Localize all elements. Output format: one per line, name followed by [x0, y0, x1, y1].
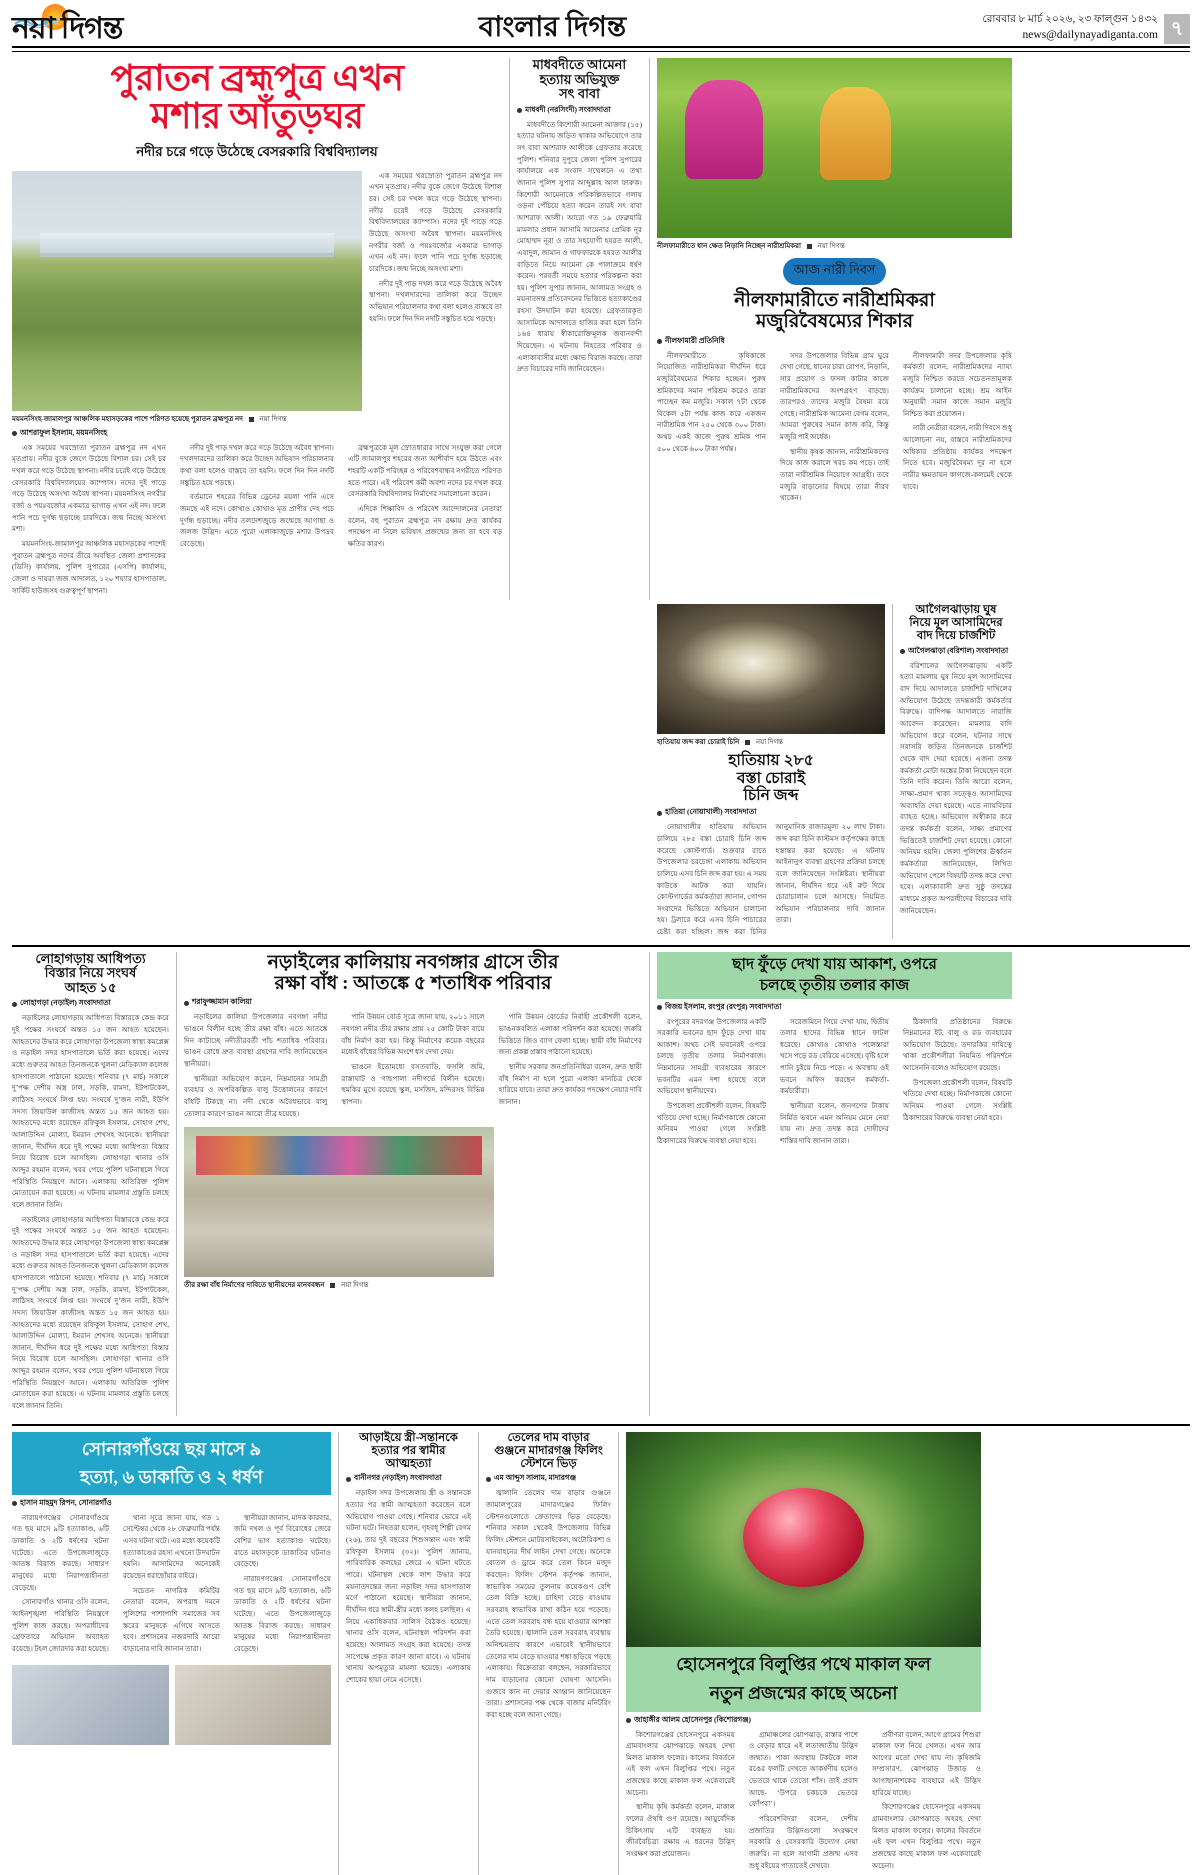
caption-separator-icon — [745, 740, 750, 745]
roof-headline-line1: ছাদ ফুঁড়ে দেখা যায় আকাশ, ওপরে — [657, 952, 1012, 977]
lead-text-columns: এক সময়ের খরস্রোতা পুরাতন ব্রহ্মপুত্র নদ এখন মৃতপ্রায়। নদীর বুকে জেগে উঠেছে বিশাল চর। সেই চর দখল করে গড়ে উঠেছে স্থাপনা। নদীর চরেই গড়ে উঠেছে বেসরকারি বিশ্ববিদ্যালয়ের ক্যাম্পাস। নদের দুই পাড়ে গড়ে উঠেছে অসংখ্য অবৈধ স্থাপনা। ময়মনসিংহ নগরীর বর্জ্য ও পয়ঃবর্জ্যের একমাত্র ভাগাড় এখন এই নদ। ফলে পানি পচে দুর্গন্ধ ছড়াচ্ছে চারদিকে। জন্ম নিচ্ছে অসংখ্য মশা। ময়মনসিংহ-জামালপুর আঞ্চলিক মহাসড়কের পাশেই পুরাতন ব্রহ্মপুত্র নদের তীরে অবস্থিত জেলা প্রশাসকের (ডিসি) কার্যালয়, পুলিশ সুপারের (এসপি) কার্যালয়, জেলা ও দায়রা জজ আদালত, ১২০ শয্যার হাসপাতাল, সার্কিট হাউজসহ গুরুত্বপূর্ণ স্থাপনা। নদীর দুই পাড় দখল করে গড়ে উঠেছে অবৈধ স্থাপনা। দখলদারদের তালিকা করে উচ্ছেদ অভিযান পরিচালনার কথা বলা হলেও বাস্তবে তা হয়নি। ফলে দিন দিন নদটি সঙ্কুচিত হয়ে পড়ছে। বর্তমানে শহরের বিভিন্ন ড্রেনের ময়লা পানি এসে জমছে এই নদে। কোথাও কোথাও মৃত প্রাণীর দেহ পচে দুর্গন্ধ ছড়াচ্ছে। নদীর তলদেশজুড়ে জন্মেছে আগাছা ও জলজ উদ্ভিদ। এতে পুরো এলাকাজুড়ে মশার উপদ্রব বেড়েছে। ব্রহ্মপুত্রকে মূল স্রোতধারার সাথে সংযুক্ত করা গেলে এটি জামালপুর শহরের জন্য আশীর্বাদ হয়ে উঠতে এবং শহরটি একটি পরিচ্ছন্ন ও পরিবেশবান্ধব নগরীতে পরিণত হতে পারে। এই পরিবেশ কর্মী অবশ্য নদের চর দখল করে বেসরকারি বিশ্ববিদ্যালয় নির্মাণের সমালোচনা করেন। এদিকে শিক্ষাবিদ ও পরিবেশ আন্দোলনের নেতারা বলেন, বহু পুরাতন ব্রহ্মপুত্র নদ রক্ষায় দ্রুত কার্যকর পদক্ষেপ না নিলে ভবিষ্যৎ প্রজন্মের জন্য তা হবে বড় ক্ষতির কারণ। — [12, 443, 502, 601]
chargesheet-headline-line2: নিয়ে মূল আসামিদের — [900, 617, 1012, 630]
makal-headline-line1: হোসেনপুরে বিলুপ্তির পথে মাকাল ফল — [626, 1647, 981, 1683]
story-sonargaon — [12, 1432, 339, 1875]
bullet-icon — [486, 1477, 491, 1482]
lead-story — [12, 58, 510, 600]
lead-photo-block — [12, 171, 362, 425]
caption-separator-icon — [807, 244, 812, 249]
bullet-icon — [12, 1002, 17, 1007]
sonargaon-byline: হাসান মাহমুদ রিপন, সোনারগাঁও — [12, 1498, 331, 1510]
bullet-icon — [657, 811, 662, 816]
kalia-photo-caption: তীর রক্ষা বাঁধ নির্মাণের দাবিতে স্থানীয়দের মানববন্ধন নয়া দিগন্ত — [184, 1279, 642, 1291]
sugar-photo-caption: হাতিয়ায় জব্দ করা চোরাই চিনি নয়া দিগন্ত — [657, 736, 885, 748]
women-day-tag: আজ নারী দিবস — [783, 258, 885, 285]
sugar-text: নোয়াখালীর হাতিয়ায় অভিযান চালিয়ে ২৮৫ বস্তা চোরাই চিনি জব্দ করেছে কোস্টগার্ড। শুক্রবার রাতে উপজেলার চরচেঙ্গা এলাকায় অভিযান চালিয়ে এসব চিনি জব্দ করা হয়। এ সময় কাউকে আটক করা যায়নি। কোস্টগার্ডের কর্মকর্তারা জানান, গোপন সংবাদের ভিত্তিতে অভিযান চালানো হয়। ট্রলারে করে এসব চিনি পাচারের চেষ্টা করা হচ্ছিল। জব্দ করা চিনির আনুমানিক বাজারমূল্য ২০ লাখ টাকা। জব্দ করা চিনি কাস্টমস কর্তৃপক্ষের কাছে হস্তান্তর করা হয়েছে। এ ঘটনায় আইনানুগ ব্যবস্থা গ্রহণের প্রক্রিয়া চলছে বলে জানিয়েছেন সংশ্লিষ্টরা। স্থানীয়রা জানান, দীর্ঘদিন ধরে এই রুট দিয়ে চোরাচালান চলে আসছে। নিয়মিত অভিযান পরিচালনার দাবি জানান তারা। — [657, 822, 885, 939]
makal-columns: কিশোরগঞ্জের হোসেনপুরে একসময় গ্রামবাংলার ঝোপঝাড়ে অহরহ দেখা মিলত মাকাল ফলের। কালের বিবর্তনে এই ফল এখন বিলুপ্তির পথে। নতুন প্রজন্মের কাছে মাকাল ফল একেবারেই অচেনা। স্থানীয় কৃষি কর্মকর্তা বলেন, মাকাল ফলের ঔষধি গুণ রয়েছে। আয়ুর্বেদিক চিকিৎসায় এটি ব্যবহৃত হয়। জীববৈচিত্র্য রক্ষায় এ ধরনের উদ্ভিদ সংরক্ষণ করা প্রয়োজন। গ্রামাঞ্চলের ঝোপঝাড়, রাস্তার পাশে ও বেড়ার ধারে এই লতাজাতীয় উদ্ভিদ জন্মাত। পাকা অবস্থায় টকটকে লাল রঙের ফলটি দেখতে আকর্ষণীয় হলেও ভেতরে থাকে তেতো শাঁস। তাই প্রবাদ আছে- ‘উপরে চকচকে ভেতরে ফোঁপরা’। পরিবেশবিদরা বলেন, দেশীয় প্রজাতির উদ্ভিদগুলো সংরক্ষণে সরকারি ও বেসরকারি উদ্যোগ নেয়া জরুরি। না হলে আগামী প্রজন্ম এসব শুধু বইয়ের পাতাতেই দেখবে। প্রবীণরা বলেন, আগে গ্রামের শিশুরা মাকাল ফল নিয়ে খেলত। এখন আর আগের মতো দেখা যায় না। কৃষিজমি সম্প্রসারণ, ঝোপঝাড় উজাড় ও আগাছানাশকের ব্যবহারে এই উদ্ভিদ হারিয়ে যাচ্ছে। কিশোরগঞ্জের হোসেনপুরে একসময় গ্রামবাংলার ঝোপঝাড়ে অহরহ দেখা মিলত মাকাল ফলের। কালের বিবর্তনে এই ফল এখন বিলুপ্তির পথে। নতুন প্রজন্মের কাছে মাকাল ফল একেবারেই অচেনা। — [626, 1730, 981, 1875]
field-photo-caption: নীলফামারীতে ধান ক্ষেত নিড়ানি নিচ্ছেন নারীশ্রমিকরা নয়া দিগন্ত — [657, 240, 1012, 252]
nilphamari-headline-line1: নীলফামারীতে নারীশ্রমিকরা — [657, 290, 1012, 311]
issue-date: রোববার ৮ মার্চ ২০২৬, ২৩ ফাল্গুন ১৪৩২ — [982, 12, 1158, 27]
chargesheet-headline-line1: আগৈলঝাড়ায় ঘুষ — [900, 604, 1012, 617]
story-makal — [619, 1432, 981, 1875]
bullet-icon — [346, 1477, 351, 1482]
sonargaon-headline-line1: সোনারগাঁওয়ে ছয় মাসে ৯ — [12, 1432, 331, 1467]
nilphamari-headline-line2: মজুরিবৈষম্যের শিকার — [657, 311, 1012, 332]
makal-photo — [626, 1432, 981, 1647]
logo-text: নয়া দিগন্ত — [12, 14, 122, 44]
second-band — [12, 952, 1190, 1416]
nilphamari-byline: নীলফামারী প্রতিনিধি — [657, 336, 1012, 348]
roof-headline-line2: চলছে তৃতীয় তলার কাজ — [657, 977, 1012, 998]
roof-columns: রংপুরের বদরগঞ্জ উপজেলার একটি সরকারি ভবনের ছাদ ফুঁড়ে দেখা যায় আকাশ। অথচ সেই ভবনেরই ওপরে চলছে তৃতীয় তলার নির্মাণকাজ। নিম্নমানের সামগ্রী ব্যবহারের কারণে ভবনটির এমন দশা হয়েছে বলে অভিযোগ স্থানীয়দের। উপজেলা প্রকৌশলী বলেন, বিষয়টি খতিয়ে দেখা হচ্ছে। নির্মাণকাজে কোনো অনিয়ম পাওয়া গেলে সংশ্লিষ্ট ঠিকাদারের বিরুদ্ধে ব্যবস্থা নেয়া হবে। সরেজমিনে গিয়ে দেখা যায়, দ্বিতীয় তলার ছাদের বিভিন্ন স্থানে ফাটল ধরেছে। কোথাও কোথাও পলেস্তারা খসে পড়ে রড বেরিয়ে এসেছে। বৃষ্টি হলে পানি চুইয়ে নিচে পড়ে। এ অবস্থায় ওই ভবনে অফিস করছেন কর্মকর্তা-কর্মচারীরা। স্থানীয়রা বলেন, জনগণের টাকায় নির্মিত ভবনে এমন অনিয়ম মেনে নেয়া যায় না। দ্রুত তদন্ত করে দোষীদের শাস্তির দাবি জানান তারা। ঠিকাদারি প্রতিষ্ঠানের বিরুদ্ধে নিম্নমানের ইট, বালু ও রড ব্যবহারের অভিযোগ উঠেছে। তদারকির দায়িত্বে থাকা প্রকৌশলীরা নিয়মিত পরিদর্শনে আসেননি বলেও অভিযোগ রয়েছে। উপজেলা প্রকৌশলী বলেন, বিষয়টি খতিয়ে দেখা হচ্ছে। নির্মাণকাজে কোনো অনিয়ম পাওয়া গেলে সংশ্লিষ্ট ঠিকাদারের বিরুদ্ধে ব্যবস্থা নেয়া হবে। — [657, 1017, 1012, 1151]
bullet-icon — [184, 1001, 189, 1006]
sugar-photo — [657, 604, 885, 734]
bullet-icon — [900, 649, 905, 654]
suicide-headline-line3: আত্মহত্যা — [346, 1458, 471, 1471]
lohagara-headline-line2: বিস্তার নিয়ে সংঘর্ষ — [12, 966, 169, 981]
suicide-text: নড়াইল সদর উপজেলায় স্ত্রী ও সন্তানকে হত্যার পর স্বামী আত্মহত্যা করেছেন বলে অভিযোগ পাওয়া গেছে। শনিবার ভোরে এই ঘটনা ঘটে। নিহতরা হলেন, গৃহবধূ শিল্পী বেগম (২৬), তার দুই বছরের শিশুসন্তান এবং স্বামী রফিকুল ইসলাম (৩২)। পুলিশ জানায়, পারিবারিক কলহের জেরে এ ঘটনা ঘটতে পারে। ঘটনাস্থল থেকে লাশ উদ্ধার করে ময়নাতদন্তের জন্য নড়াইল সদর হাসপাতাল মর্গে পাঠানো হয়েছে। স্থানীয়রা জানান, দীর্ঘদিন ধরে স্বামী-স্ত্রীর মধ্যে কলহ চলছিল। এ নিয়ে একাধিকবার সালিস বৈঠকও হয়েছে। থানার ওসি বলেন, ঘটনাস্থল পরিদর্শন করা হয়েছে। আলামত সংগ্রহ করা হয়েছে। তদন্ত সাপেক্ষে প্রকৃত কারণ জানা যাবে। এ ঘটনায় থানায় অপমৃত্যুর মামলা হয়েছে। এলাকায় শোকের ছায়া নেমে এসেছে। — [346, 1488, 471, 1686]
kalia-byline: শরাফুজ্জামান কালিয়া — [184, 997, 642, 1009]
roof-byline: বিজয় ইসলাম, রংপুর (রংপুর) সংবাদদাতা — [657, 1002, 1012, 1014]
fuel-text: জ্বালানি তেলের দাম বাড়ার গুঞ্জনে জামালপুরের মাদারগঞ্জের ফিলিং স্টেশনগুলোতে ক্রেতাদের ভিড় বেড়েছে। শনিবার সকাল থেকেই উপজেলার বিভিন্ন ফিলিং স্টেশনে মোটরসাইকেল, অটোরিকশা ও যানবাহনের দীর্ঘ লাইন দেখা গেছে। অনেকে বোতল ও ড্রামে করে তেল কিনে মজুদ করছেন। ফিলিং স্টেশন কর্তৃপক্ষ জানান, স্বাভাবিক সময়ের তুলনায় কয়েকগুণ বেশি তেল বিক্রি হচ্ছে। চাহিদা বেড়ে যাওয়ায় সরবরাহ স্বাভাবিক রাখা কঠিন হয়ে পড়েছে। এতে তেল সরবরাহ বন্ধ হয়ে যাওয়ার আশঙ্কা তৈরি হয়েছে। জ্বালানি তেল সরবরাহ ব্যবস্থায় অনিশ্চয়তার কারণে এভাবেই স্থানীয়ভাবে তেলের দাম বেড়ে যাওয়ার শঙ্কা ছড়িয়ে পড়ছে এলাকায়। বিক্রেতারা বলছেন, সরকারিভাবে দাম বাড়ানোর কোনো ঘোষণা আসেনি। গুজবে কান না দেয়ার আহ্বান জানিয়েছেন তারা। প্রশাসনের পক্ষ থেকে বাজার মনিটরিং করা হচ্ছে বলে জানা গেছে। — [486, 1488, 611, 1721]
stepfather-headline-line1: মাধবদীতে আমেনা — [517, 58, 642, 73]
lohagara-text: নড়াইলের লোহাগড়ায় আধিপত্য বিস্তারকে কেন্দ্র করে দুই পক্ষের সংঘর্ষে অন্তত ১৫ জন আহত হয়েছেন। আহতদের উদ্ধার করে লোহাগড়া উপজেলা স্বাস্থ্য কমপ্লেক্স ও নড়াইল সদর হাসপাতালে ভর্তি করা হয়েছে। এদের মধ্যে গুরুতর আহত তিনজনকে খুলনা মেডিক্যাল কলেজ হাসপাতালে পাঠানো হয়েছে। শনিবার (৭ মার্চ) সকালে দু’পক্ষ দেশীয় অস্ত্র ঢাল, সড়কি, রামদা, ইটপাটকেল, লাঠিসহ সংঘর্ষে লিপ্ত হয়। সংঘর্ষে দু’জন নারী, ইউপি সদস্য জিয়াউল কাজীসহ অন্তত ১৫ জন আহত হয়। আহতদের মধ্যে রয়েছেন রফিকুল ইসলাম, সোহাগ শেখ, আলাউদ্দিন মোল্যা, ইমরান শেখসহ অনেকে। স্থানীয়রা জানান, দীর্ঘদিন ধরে দুই পক্ষের মধ্যে আধিপত্য বিস্তার নিয়ে বিরোধ চলে আসছিল। লোহাগড়া থানার ওসি আব্দুর রহমান বলেন, খবর পেয়ে পুলিশ ঘটনাস্থলে গিয়ে পরিস্থিতি নিয়ন্ত্রণে আনে। এলাকায় অতিরিক্ত পুলিশ মোতায়েন করা হয়েছে। এ ঘটনায় মামলার প্রস্তুতি চলছে বলে জানান তিনি। নড়াইলের লোহাগড়ায় আধিপত্য বিস্তারকে কেন্দ্র করে দুই পক্ষের সংঘর্ষে অন্তত ১৫ জন আহত হয়েছেন। আহতদের উদ্ধার করে লোহাগড়া উপজেলা স্বাস্থ্য কমপ্লেক্স ও নড়াইল সদর হাসপাতালে ভর্তি করা হয়েছে। এদের মধ্যে গুরুতর আহত তিনজনকে খুলনা মেডিক্যাল কলেজ হাসপাতালে পাঠানো হয়েছে। শনিবার (৭ মার্চ) সকালে দু’পক্ষ দেশীয় অস্ত্র ঢাল, সড়কি, রামদা, ইটপাটকেল, লাঠিসহ সংঘর্ষে লিপ্ত হয়। সংঘর্ষে দু’জন নারী, ইউপি সদস্য জিয়াউল কাজীসহ অন্তত ১৫ জন আহত হয়। আহতদের মধ্যে রয়েছেন রফিকুল ইসলাম, সোহাগ শেখ, আলাউদ্দিন মোল্যা, ইমরান শেখসহ অনেকে। স্থানীয়রা জানান, দীর্ঘদিন ধরে দুই পক্ষের মধ্যে আধিপত্য বিস্তার নিয়ে বিরোধ চলে আসছিল। লোহাগড়া থানার ওসি আব্দুর রহমান বলেন, খবর পেয়ে পুলিশ ঘটনাস্থলে গিয়ে পরিস্থিতি নিয়ন্ত্রণে আনে। এলাকায় অতিরিক্ত পুলিশ মোতায়েন করা হয়েছে। এ ঘটনায় মামলার প্রস্তুতি চলছে বলে জানান তিনি। — [12, 1013, 169, 1412]
caption-separator-icon — [249, 417, 254, 422]
story-chargesheet — [893, 604, 1012, 939]
lohagara-headline-line1: লোহাগড়ায় আধিপত্য — [12, 952, 169, 967]
top-block — [12, 58, 1190, 600]
bullet-icon — [517, 108, 522, 113]
right-mid-block — [650, 604, 1012, 939]
kalia-photo — [184, 1127, 494, 1277]
stepfather-headline-line3: সৎ বাবা — [517, 87, 642, 102]
lead-headline-line2: মশার আঁতুড়ঘর — [12, 96, 502, 136]
story-suicide — [339, 1432, 479, 1875]
bottom-divider — [12, 1424, 1190, 1426]
right-top-block — [650, 58, 1012, 600]
chargesheet-headline-line3: বাদ দিয়ে চার্জশিট — [900, 630, 1012, 643]
suicide-headline-line1: আড়াইয়ে স্ত্রী-সন্তানকে — [346, 1432, 471, 1445]
bullet-icon — [12, 431, 17, 436]
stepfather-text: মাধবদীতে কিশোরী আমেনা আক্তার (১৫) হত্যার ঘটনায় জড়িত থাকার অভিযোগে তার সৎ বাবা আশরাফ আলীকে গ্রেফতার করেছে পুলিশ। শনিবার দুপুরে জেলা পুলিশ সুপারের কার্যালয়ে এক সংবাদ সম্মেলনে এ তথ্য জানান পুলিশ সুপার আব্দুল্লাহ আল ফারুক। কিশোরী আমেনাকে পরিকল্পিতভাবে গলায় ওড়না পেঁচিয়ে হত্যা করেন তারই সৎ বাবা আশরাফ আলী। আরো গত ১৯ ফেব্রুয়ারি মামলার প্রধান আসামি আমেনার প্রেমিক নূর মোহাম্মদ নূরা ও তার সহযোগী হযরত আলী, এবাদুল, জামান ও গাফফারকে হযরত আলীর বাড়িতে নিয়ে আমেনা কে পালাক্রমে ধর্ষণ করেন। পরবর্তী সময়ে হত্যার পরিকল্পনা করা হয়। পুলিশ সুপার জানান, আলামত সংগ্রহ ও ময়নাতদন্ত প্রতিবেদনের ভিত্তিতে হত্যাকাণ্ডের রহস্য উদঘাটন করা হয়েছে। গ্রেফতারকৃত আসামিকে আদালতে হাজির করা হলে তিনি ১৬৪ ধারায় স্বীকারোক্তিমূলক জবানবন্দী দিয়েছেন। এ ঘটনায় নিহতের পরিবার ও এলাকাবাসীর মধ্যে ক্ষোভ বিরাজ করছে। তারা দ্রুত বিচারের দাবি জানিয়েছেন। — [517, 120, 642, 376]
fuel-headline-line3: স্টেশনে ভিড় — [486, 1458, 611, 1471]
chargesheet-text: বরিশালের আগৈলঝাড়ায় একটি হত্যা মামলায় ঘুষ নিয়ে মূল আসামিদের বাদ দিয়ে আদালতে চার্জশিট দাখিলের অভিযোগ উঠেছে তদন্তকারী কর্মকর্তার বিরুদ্ধে। বাদিপক্ষ আদালতে নারাজি আবেদন করেছেন। মামলার বাদি অভিযোগ করে বলেন, ঘটনার সাথে সরাসরি জড়িত তিনজনকে চার্জশিট থেকে বাদ দেয়া হয়েছে। এজন্য তদন্ত কর্মকর্তা মোটা অঙ্কের টাকা নিয়েছেন বলে তিনি দাবি করেন। তিনি আরো বলেন, সাক্ষ্য-প্রমাণ থাকা সত্ত্বেও আসামিদের অব্যাহতি দেয়া হয়েছে। এতে ন্যায়বিচার ব্যাহত হচ্ছে। অভিযোগ অস্বীকার করে তদন্ত কর্মকর্তা বলেন, সাক্ষ্য প্রমাণের ভিত্তিতেই চার্জশিট দেয়া হয়েছে। কোনো অনিয়ম হয়নি। জেলা পুলিশের ঊর্ধ্বতন কর্মকর্তারা জানিয়েছেন, লিখিত অভিযোগ পেলে বিষয়টি তদন্ত করে দেখা হবে। এলাকাবাসী দ্রুত সুষ্ঠু তদন্তের মাধ্যমে প্রকৃত অপরাধীদের বিচারের দাবি জানিয়েছেন। — [900, 661, 1012, 917]
sugar-byline: হাতিয়া (নোয়াখালী) সংবাদদাতা — [657, 807, 885, 819]
lead-subheadline: নদীর চরে গড়ে উঠেছে বেসরকারি বিশ্ববিদ্যালয় — [12, 141, 502, 164]
bullet-icon — [657, 339, 662, 344]
spacer-left — [12, 604, 510, 939]
caption-separator-icon — [330, 1283, 335, 1288]
kalia-photo-block — [184, 1127, 642, 1291]
fuel-byline: এম আব্দুস সালাম, মাদারগঞ্জ — [486, 1473, 611, 1485]
contact-email[interactable]: news@dailynayadiganta.com — [982, 27, 1158, 44]
middle-band — [12, 604, 1190, 939]
lead-byline: আশরাফুল ইসলাম, ময়মনসিংহ — [12, 428, 502, 440]
masthead-rule — [12, 46, 1190, 52]
handcuff-illustration — [175, 1665, 332, 1745]
kalia-columns: নড়াইলের কালিয়া উপজেলার নবগঙ্গা নদীর ভাঙনে বিলীন হচ্ছে তীর রক্ষা বাঁধ। এতে আতঙ্কে দিন কাটাচ্ছে নদীতীরবর্তী পাঁচ শতাধিক পরিবার। ভাঙন রোধে দ্রুত ব্যবস্থা গ্রহণের দাবি জানিয়েছেন স্থানীয়রা। স্থানীয়রা অভিযোগ করেন, নিম্নমানের সামগ্রী ব্যবহার ও অপরিকল্পিত বালু উত্তোলনের কারণে বাঁধটি টিকছে না। নদী থেকে অবৈধভাবে বালু তোলার কারণে ভাঙন আরো তীব্র হয়েছে। পানি উন্নয়ন বোর্ড সূত্রে জানা যায়, ২০১১ সালে নবগঙ্গা নদীর তীর রক্ষায় প্রায় ২৫ কোটি টাকা ব্যয়ে বাঁধ নির্মাণ করা হয়। কিন্তু নির্মাণের কয়েক বছরের মধ্যেই বাঁধের বিভিন্ন অংশে ধস দেখা দেয়। ভাঙনে ইতোমধ্যে বসতবাড়ি, ফসলি জমি, রাস্তাঘাট ও গাছপালা নদীগর্ভে বিলীন হয়েছে। হুমকির মুখে রয়েছে স্কুল, মসজিদ, মন্দিরসহ বিভিন্ন স্থাপনা। পানি উন্নয়ন বোর্ডের নির্বাহী প্রকৌশলী বলেন, ভাঙনকবলিত এলাকা পরিদর্শন করা হয়েছে। জরুরি ভিত্তিতে জিও ব্যাগ ফেলা হচ্ছে। স্থায়ী বাঁধ নির্মাণের জন্য প্রকল্প প্রস্তাব পাঠানো হয়েছে। স্থানীয় সরকার জনপ্রতিনিধিরা বলেন, দ্রুত স্থায়ী বাঁধ নির্মাণ না হলে পুরো এলাকা মানচিত্র থেকে হারিয়ে যাবে। তারা দ্রুত কার্যকর পদক্ষেপ নেয়ার দাবি জানান। — [184, 1012, 642, 1123]
band-divider — [12, 945, 1190, 947]
kalia-headline-line2: রক্ষা বাঁধ : আতঙ্কে ৫ শতাধিক পরিবার — [184, 973, 642, 994]
kalia-headline-line1: নড়াইলের কালিয়ায় নবগঙ্গার গ্রাসে তীর — [184, 952, 642, 973]
newspaper-logo[interactable] — [12, 14, 122, 44]
masthead — [0, 0, 1200, 46]
lead-col-narrow: এক সময়ের খরস্রোতা পুরাতন ব্রহ্মপুত্র নদ এখন মৃতপ্রায়। নদীর বুকে জেগে উঠেছে বিশাল চর। সেই চর দখল করে গড়ে উঠেছে স্থাপনা। নদীর চরেই গড়ে উঠেছে বেসরকারি বিশ্ববিদ্যালয়ের ক্যাম্পাস। নদের দুই পাড়ে গড়ে উঠেছে অসংখ্য অবৈধ স্থাপনা। ময়মনসিংহ নগরীর বর্জ্য ও পয়ঃবর্জ্যের একমাত্র ভাগাড় এখন এই নদ। ফলে পানি পচে দুর্গন্ধ ছড়াচ্ছে চারদিকে। জন্ম নিচ্ছে অসংখ্য মশা। নদীর দুই পাড় দখল করে গড়ে উঠেছে অবৈধ স্থাপনা। দখলদারদের তালিকা করে উচ্ছেদ অভিযান পরিচালনার কথা বলা হলেও বাস্তবে তা হয়নি। ফলে দিন দিন নদটি সঙ্কুচিত হয়ে পড়ছে। — [362, 171, 502, 425]
page-number-badge: ৭ — [1164, 14, 1190, 44]
fuel-headline-line1: তেলের দাম বাড়ার — [486, 1432, 611, 1445]
story-fuel — [479, 1432, 619, 1875]
lead-headline-line1: পুরাতন ব্রহ্মপুত্র এখন — [12, 58, 502, 98]
lohagara-byline: লোহাগড়া (নড়াইল) সংবাদদাতা — [12, 998, 169, 1010]
bottom-band — [12, 1432, 1190, 1875]
lead-photo — [12, 171, 362, 411]
chargesheet-byline: আগৈলঝাড়া (বরিশাল) সংবাদদাতা — [900, 646, 1012, 658]
women-day-tag-wrap — [657, 258, 1012, 285]
sonargaon-illustrations — [12, 1665, 331, 1745]
story-stepfather — [510, 58, 650, 600]
makal-headline-line2: নতুন প্রজন্মের কাছে অচেনা — [626, 1683, 981, 1712]
story-lohagara — [12, 952, 177, 1416]
fuel-headline-line2: গুঞ্জনে মাদারগঞ্জ ফিলিং — [486, 1445, 611, 1458]
sonargaon-columns: নারায়ণগঞ্জের সোনারগাঁওয়ে গত ছয় মাসে ৯টি হত্যাকাণ্ড, ৬টি ডাকাতি ও ২টি ধর্ষণের ঘটনা ঘটেছে। এতে উপজেলাজুড়ে আতঙ্ক বিরাজ করছে। সাধারণ মানুষের মধ্যে নিরাপত্তাহীনতা বেড়েছে। সোনারগাঁও থানার ওসি বলেন, আইনশৃঙ্খলা পরিস্থিতি নিয়ন্ত্রণে পুলিশ কাজ করছে। অপরাধীদের গ্রেফতারে অভিযান অব্যাহত রয়েছে। টহল জোরদার করা হয়েছে। থানা সূত্রে জানা যায়, গত ১ সেপ্টেম্বর থেকে ২৮ ফেব্রুয়ারি পর্যন্ত এসব ঘটনা ঘটে। এর মধ্যে কয়েকটি হত্যাকাণ্ডের রহস্য এখনো উদঘাটন হয়নি। আসামিদের অনেকেই রয়েছেন ধরাছোঁয়ার বাইরে। সচেতন নাগরিক কমিটির নেতারা বলেন, অপরাধ দমনে পুলিশের পাশাপাশি সমাজের সব স্তরের মানুষকে এগিয়ে আসতে হবে। প্রশাসনের নজরদারি আরো বাড়ানোর দাবি জানান তারা। স্থানীয়রা জানান, মাদক কারবার, জমি দখল ও পূর্ব বিরোধের জেরে বেশির ভাগ হত্যাকাণ্ড ঘটেছে। রাতে মহাসড়কে ডাকাতির ঘটনাও বেড়েছে। নারায়ণগঞ্জের সোনারগাঁওয়ে গত ছয় মাসে ৯টি হত্যাকাণ্ড, ৬টি ডাকাতি ও ২টি ধর্ষণের ঘটনা ঘটেছে। এতে উপজেলাজুড়ে আতঙ্ক বিরাজ করছে। সাধারণ মানুষের মধ্যে নিরাপত্তাহীনতা বেড়েছে। — [12, 1513, 331, 1659]
date-block — [982, 12, 1190, 44]
lead-photo-caption: ময়মনসিংহ-জামালপুর আঞ্চলিক মহাসড়কের পাশে পরিণত হয়েছে পুরাতন ব্রহ্মপুত্র নদ নয়া দিগন্ত — [12, 413, 362, 425]
story-sugar — [657, 604, 893, 939]
section-title: বাংলার দিগন্ত — [122, 14, 982, 42]
suicide-byline: বানীনগর (নড়াইল) সংবাদদাতা — [346, 1473, 471, 1485]
stepfather-byline: মাধবদী (নরসিংদী) সংবাদদাতা — [517, 105, 642, 117]
spacer-mid — [510, 604, 650, 939]
bullet-icon — [657, 1005, 662, 1010]
field-photo — [657, 58, 1012, 238]
sugar-headline-line3: চিনি জব্দ — [657, 787, 885, 804]
sugar-headline-line2: বস্তা চোরাই — [657, 770, 885, 787]
nilphamari-columns: নীলফামারীতে কৃষিকাজে নিয়োজিত নারীশ্রমিকরা দীর্ঘদিন ধরে মজুরিবৈষম্যের শিকার হচ্ছেন। পুরুষ শ্রমিকদের সমান পরিশ্রম করেও তারা পাচ্ছেন কম মজুরি। সকাল ৭টা থেকে বিকেল ৫টা পর্যন্ত কাজ করে একজন নারীশ্রমিক পান ২৫০ থেকে ৩০০ টাকা। অথচ একই কাজে পুরুষ শ্রমিক পান ৫০০ থেকে ৬০০ টাকা পর্যন্ত। সদর উপজেলার বিভিন্ন গ্রাম ঘুরে দেখা গেছে, ধানের চারা রোপণ, নিড়ানি, সার প্রয়োগ ও ফসল কাটার কাজে নারীশ্রমিকদের অংশগ্রহণ বাড়ছে। তারপরও তাদের মজুরি বৈষম্য রয়ে গেছে। নারীশ্রমিক আমেনা বেগম বলেন, আমরা পুরুষের সমান কাজ করি, কিন্তু মজুরি পাই অর্ধেক। স্থানীয় কৃষক জানান, নারীশ্রমিকদের দিয়ে কাজ করালে খরচ কম পড়ে। তাই তারা নারীশ্রমিক নিয়োগে আগ্রহী। তবে মজুরি বাড়ানোর বিষয়ে তারা নীরব থাকেন। নীলফামারী সদর উপজেলার কৃষি কর্মকর্তা বলেন, নারীশ্রমিকদের ন্যায্য মজুরি নিশ্চিত করতে সচেতনতামূলক কার্যক্রম চালানো হচ্ছে। শ্রম আইন অনুযায়ী সমান কাজে সমান মজুরি নিশ্চিত করা প্রয়োজন। নারী নেত্রীরা বলেন, নারী দিবসে শুধু আলোচনা নয়, বাস্তবে নারীশ্রমিকদের অধিকার প্রতিষ্ঠায় কার্যকর পদক্ষেপ নিতে হবে। মজুরিবৈষম্য দূর না হলে নারীর ক্ষমতায়ন কাগজে-কলমেই থেকে যাবে। — [657, 351, 1012, 509]
makal-byline: জাহাঙ্গীর আলম হোসেনপুর (কিশোরগঞ্জ) — [626, 1715, 981, 1727]
bullet-icon — [626, 1718, 631, 1723]
suicide-headline-line2: হত্যার পর স্বামীর — [346, 1445, 471, 1458]
robbery-illustration — [12, 1665, 169, 1745]
stepfather-headline-line2: হত্যায় অভিযুক্ত — [517, 73, 642, 88]
bullet-icon — [12, 1501, 17, 1506]
story-roof — [650, 952, 1012, 1416]
lohagara-headline-line3: আহত ১৫ — [12, 981, 169, 996]
story-kalia — [177, 952, 650, 1416]
sugar-headline-line1: হাতিয়ায় ২৮৫ — [657, 752, 885, 769]
sonargaon-headline-line2: হত্যা, ৬ ডাকাতি ও ২ ধর্ষণ — [12, 1466, 331, 1495]
